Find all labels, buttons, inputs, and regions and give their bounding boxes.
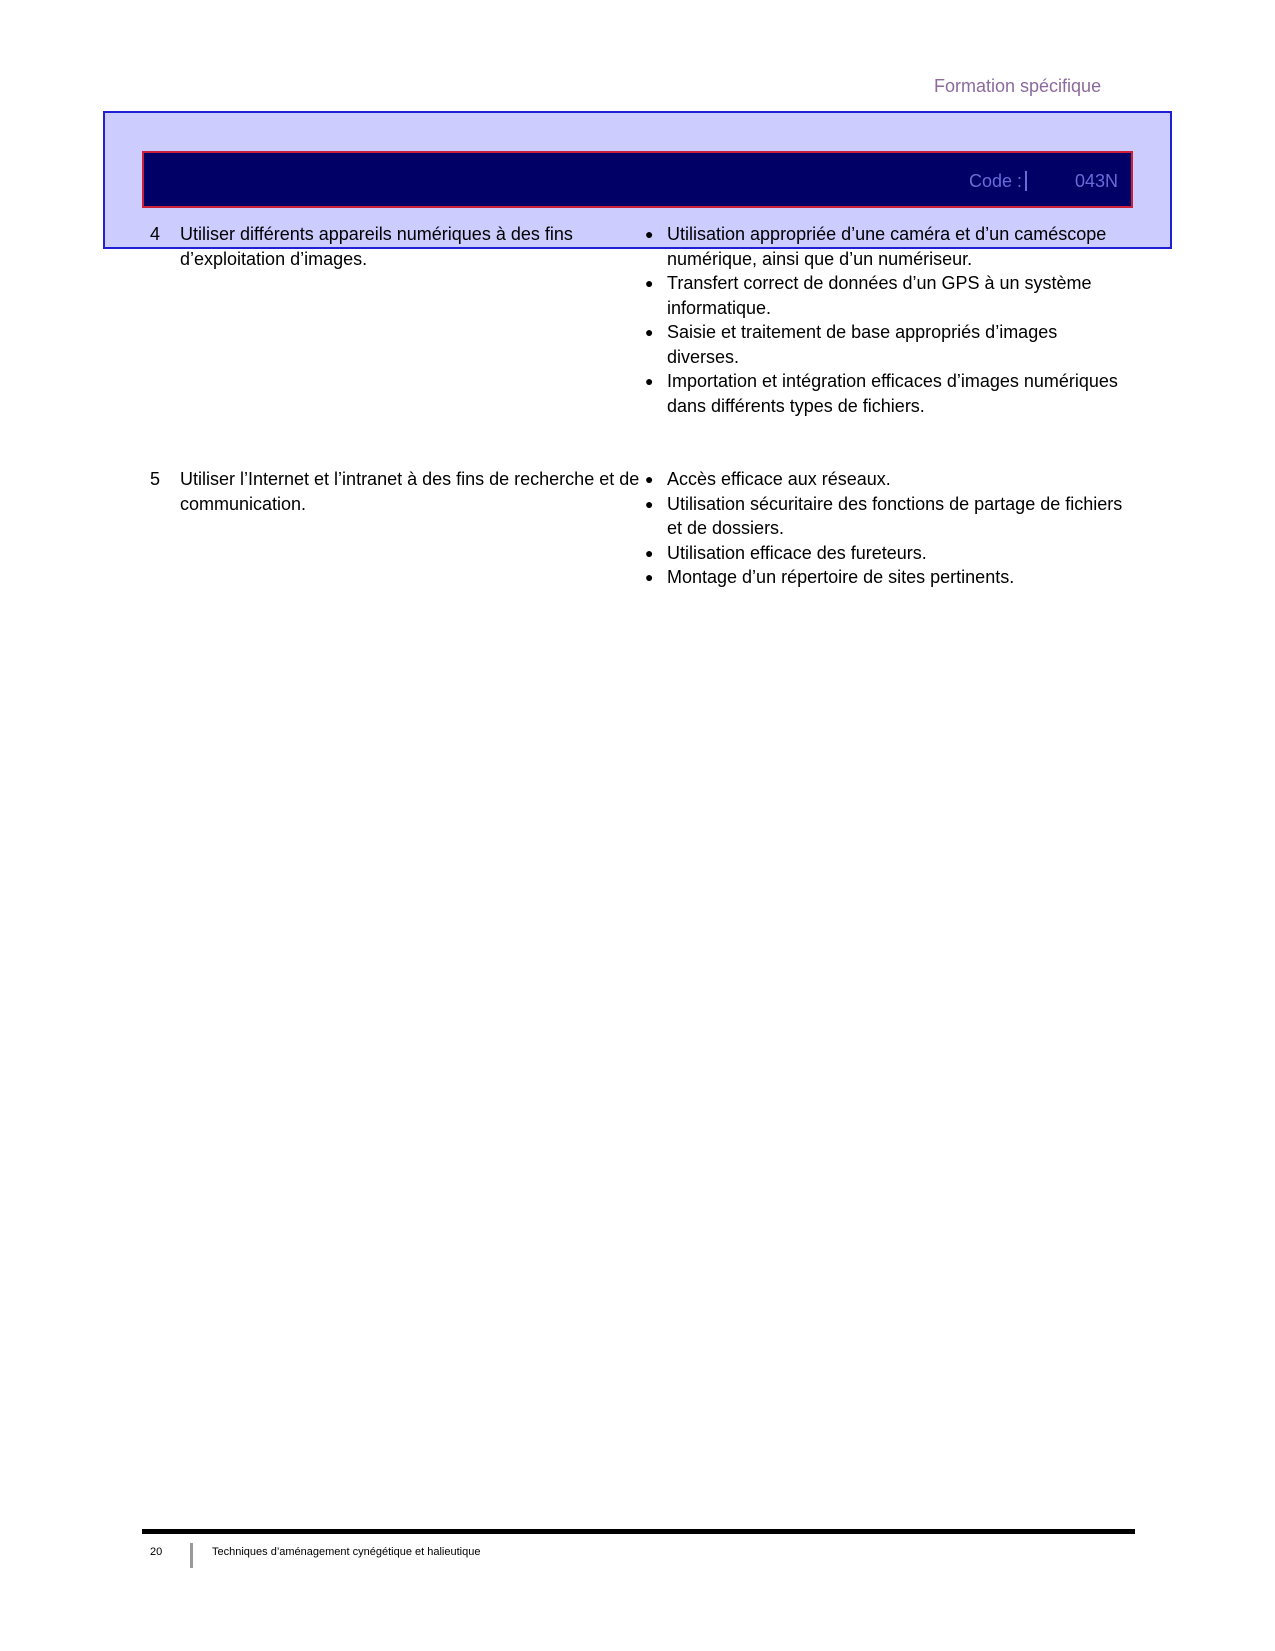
code-label: Code : (969, 171, 1023, 191)
bullet-icon: ● (645, 495, 654, 512)
criterion-text: Transfert correct de données d’un GPS à un système informatique. (667, 273, 1092, 318)
criterion-text: Montage d’un répertoire de sites pertinents. (667, 567, 1015, 587)
footer-rule (142, 1529, 1135, 1534)
competency-text: Utiliser différents appareils numériques à des fins d’exploitation d’images. (180, 224, 573, 269)
criteria-list (645, 467, 1125, 590)
code-separator (1025, 171, 1027, 191)
footer-title: Techniques d’aménagement cynégétique et halieutique (212, 1546, 481, 1558)
bullet-icon: ● (645, 544, 654, 561)
criterion-text: Utilisation sécuritaire des fonctions de partage de fichiers et de dossiers. (667, 493, 1123, 538)
criterion-item (645, 541, 1125, 566)
competency-number: 4 (150, 224, 161, 244)
criterion-text: Utilisation efficace des fureteurs. (667, 542, 927, 563)
criterion-item (645, 492, 1125, 541)
bullet-icon: ● (645, 471, 654, 487)
footer-page-number: 20 (150, 1546, 163, 1558)
criterion-text: Saisie et traitement de base appropriés d’images diverses. (667, 322, 1058, 367)
competency-number: 5 (150, 469, 161, 489)
bullet-icon: ● (645, 324, 654, 340)
running-head: Formation spécifique (934, 76, 1102, 96)
criterion-text: Accès efficace aux réseaux. (667, 469, 891, 489)
criterion-item (645, 467, 1125, 492)
criterion-item (645, 320, 1125, 369)
criterion-item (645, 222, 1125, 271)
bullet-icon: ● (645, 373, 654, 389)
bullet-icon: ● (645, 569, 654, 585)
footer-separator (190, 1543, 193, 1568)
criteria-list (645, 222, 1125, 418)
criterion-text: Importation et intégration efficaces d’images numériques dans différents types de fichiers. (667, 371, 1118, 416)
criterion-item (645, 369, 1125, 418)
competency-text: Utiliser l’Internet et l’intranet à des fins de recherche et de communication. (180, 469, 640, 514)
bullet-icon: ● (645, 226, 654, 242)
criterion-text: Utilisation appropriée d’une caméra et d’un caméscope numérique, ainsi que d’un numériseur. (667, 224, 1107, 269)
criterion-item (645, 271, 1125, 320)
bullet-icon: ● (645, 275, 654, 291)
criterion-item (645, 565, 1125, 590)
code-value: 043N (1075, 171, 1119, 191)
